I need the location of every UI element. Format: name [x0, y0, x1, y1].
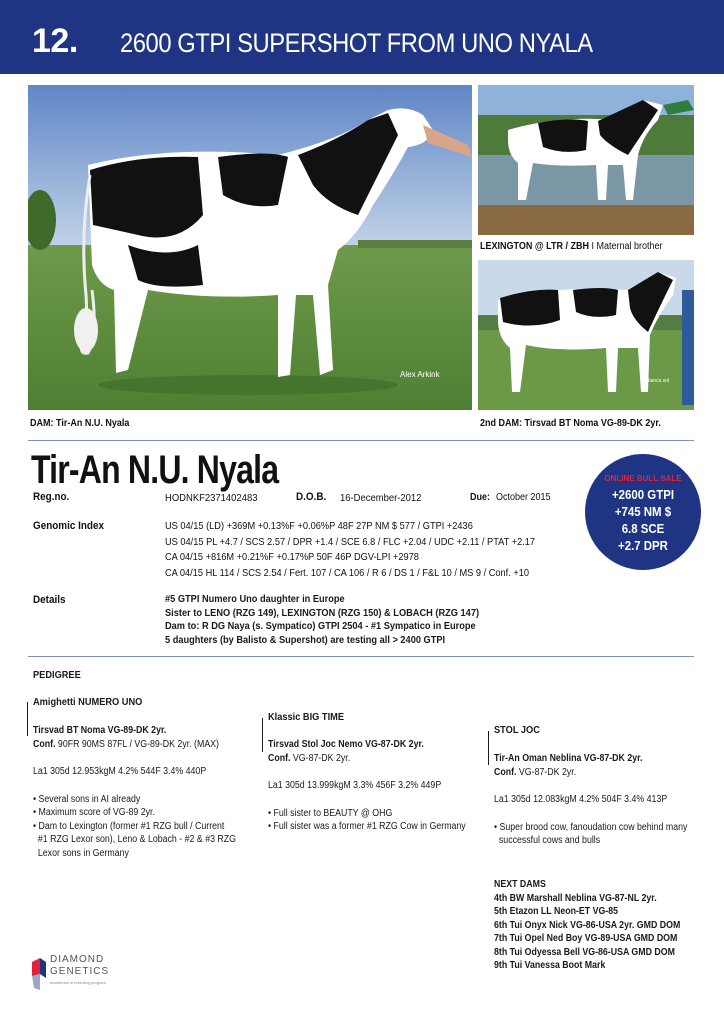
next-dams [494, 878, 680, 973]
details-line: Sister to LENO (RZG 149), LEXINGTON (RZG 150) & LOBACH (RZG 147) [165, 606, 480, 619]
pedigree-conf-3: VG-87-DK 2yr. [518, 766, 577, 778]
logo-line1: DIAMOND [50, 954, 105, 965]
badge-line-nm: +745 NM $ [614, 504, 672, 519]
badge-line-gtpi: +2600 GTPI [611, 487, 675, 502]
pedigree-sire-1: Amighetti NUMERO UNO [33, 696, 143, 708]
genomic-line: CA 04/15 HL 114 / SCS 2.54 / Fert. 107 / CA 106 / R 6 / DS 1 / F&L 10 / MS 9 / Conf. +10 [165, 566, 530, 579]
pedigree-col-2 [268, 738, 466, 834]
pedigree-dam-3: Tir-An Oman Neblina VG-87-DK 2yr. [494, 753, 643, 764]
badge-line-dpr: +2.7 DPR [618, 538, 668, 553]
dob-value: 16-December-2012 [340, 492, 422, 504]
next-dam-item: 9th Tui Vanessa Boot Mark [494, 960, 606, 971]
genomic-line: CA 04/15 +816M +0.21%F +0.17%P 50F 46P DGV-LPI +2978 [165, 551, 419, 563]
pedigree-lact-1: La1 305d 12.953kgM 4.2% 544F 3.4% 440P [33, 766, 207, 777]
due-value: October 2015 [496, 492, 551, 503]
divider-top [28, 440, 694, 441]
pedigree-bullet: • Super brood cow, fanoudation cow behind many [494, 821, 688, 833]
badge-line-sce: 6.8 SCE [621, 521, 665, 536]
details-line: 5 daughters (by Balisto & Supershot) are testing all > 2400 GTPI [165, 633, 446, 646]
pedigree-lact-2: La1 305d 13.999kgM 3.3% 456F 3.2% 449P [268, 780, 442, 791]
logo-line2: GENETICS [50, 966, 110, 977]
pedigree-connector-1 [27, 702, 28, 736]
due-label: Due: [470, 492, 491, 503]
badge-heading: ONLINE BULL SALE [604, 474, 682, 483]
pedigree-connector-2 [262, 718, 263, 752]
divider-bottom [28, 656, 694, 657]
maternal-brother-caption-bold: LEXINGTON @ LTR / ZBH [480, 241, 589, 252]
genomic-label: Genomic Index [33, 520, 104, 532]
details-label: Details [33, 594, 66, 606]
photo-credit: Alex Arkink [400, 370, 440, 379]
lot-title: 2600 GTPI SUPERSHOT FROM UNO NYALA [120, 28, 593, 58]
genomic-line: US 04/15 PL +4.7 / SCS 2.57 / DPR +1.4 / SCE 6.8 / FLC +2.04 / UDC +2.11 / PTAT +2.17 [165, 535, 536, 548]
details-line: #5 GTPI Numero Uno daughter in Europe [165, 593, 345, 605]
second-dam-caption: 2nd DAM: Tirsvad BT Noma VG-89-DK 2yr. [480, 418, 661, 429]
pedigree-bullet: • Full sister to BEAUTY @ OHG [268, 807, 393, 819]
pedigree-sire-2: Klassic BIG TIME [268, 711, 344, 723]
reg-value: HODNKF2371402483 [165, 492, 258, 504]
next-dams-heading: NEXT DAMS [494, 879, 546, 890]
details-line: Dam to: R DG Naya (s. Sympatico) GTPI 2504 - #1 Sympatico in Europe [165, 620, 476, 632]
lot-number: 12. [32, 22, 78, 60]
pedigree-conf-label-2: Conf. [268, 752, 291, 764]
pedigree-bullet: • Full sister was a former #1 RZG Cow in Germany [268, 821, 466, 832]
reg-label: Reg.no. [33, 491, 70, 503]
pedigree-bullet: successful cows and bulls [498, 835, 601, 846]
sale-badge [585, 454, 701, 570]
pedigree-dam-1: Tirsvad BT Noma VG-89-DK 2yr. [33, 725, 167, 736]
pedigree-bullet: • Dam to Lexington (former #1 RZG bull / Current [33, 820, 225, 832]
logo-tagline: excellence in breeding program [50, 980, 106, 985]
pedigree-bullet: #1 RZG Lexor son), Leno & Lobach - #2 & #3 RZG [37, 834, 237, 845]
pedigree-bullet: • Maximum score of VG-89 2yr. [33, 807, 155, 818]
maternal-brother-caption-thin: I Maternal brother [591, 241, 663, 252]
dob-label: D.O.B. [296, 491, 327, 503]
pedigree-col-1 [33, 724, 236, 860]
next-dam-item: 8th Tui Odyessa Bell VG-86-USA GMD DOM [494, 946, 675, 958]
pedigree-conf-2: VG-87-DK 2yr. [292, 752, 351, 764]
animal-name: Tir-An N.U. Nyala [31, 448, 279, 492]
pedigree-heading: PEDIGREE [33, 669, 81, 681]
genomic-line: US 04/15 (LD) +369M +0.13%F +0.06%P 48F 27P NM $ 577 / GTPI +2436 [165, 520, 473, 532]
diamond-genetics-logo [30, 952, 120, 997]
pedigree-dam-2: Tirsvad Stol Joc Nemo VG-87-DK 2yr. [268, 739, 424, 750]
dam-caption: DAM: Tir-An N.U. Nyala [30, 418, 130, 429]
genomic-lines [165, 519, 535, 581]
second-dam-photo [478, 260, 694, 410]
svg-text:Bianca sol: Bianca sol [646, 378, 670, 384]
next-dam-item: 6th Tui Onyx Nick VG-86-USA 2yr. GMD DOM [494, 919, 681, 931]
diamond-logo-icon [30, 954, 48, 994]
pedigree-conf-label-1: Conf. [33, 738, 56, 750]
pedigree-sire-3: STOL JOC [494, 724, 540, 736]
maternal-brother-caption [480, 241, 662, 252]
maternal-brother-photo [478, 85, 694, 235]
pedigree-bullet: Lexor sons in Germany [37, 847, 129, 859]
next-dam-item: 4th BW Marshall Neblina VG-87-NL 2yr. [494, 892, 657, 904]
pedigree-lact-3: La1 305d 12.083kgM 4.2% 504F 3.4% 413P [494, 794, 668, 805]
pedigree-connector-3 [488, 731, 489, 765]
pedigree-conf-label-3: Conf. [494, 766, 517, 778]
pedigree-col-3 [494, 752, 687, 848]
next-dam-item: 5th Etazon LL Neon-ET VG-85 [494, 906, 619, 917]
next-dam-item: 7th Tui Opel Ned Boy VG-89-USA GMD DOM [494, 933, 678, 944]
details-lines [165, 593, 479, 647]
pedigree-conf-1: 90FR 90MS 87FL / VG-89-DK 2yr. (MAX) [57, 738, 219, 750]
pedigree-bullet: • Several sons in AI already [33, 793, 141, 805]
main-cow-photo [28, 85, 472, 410]
